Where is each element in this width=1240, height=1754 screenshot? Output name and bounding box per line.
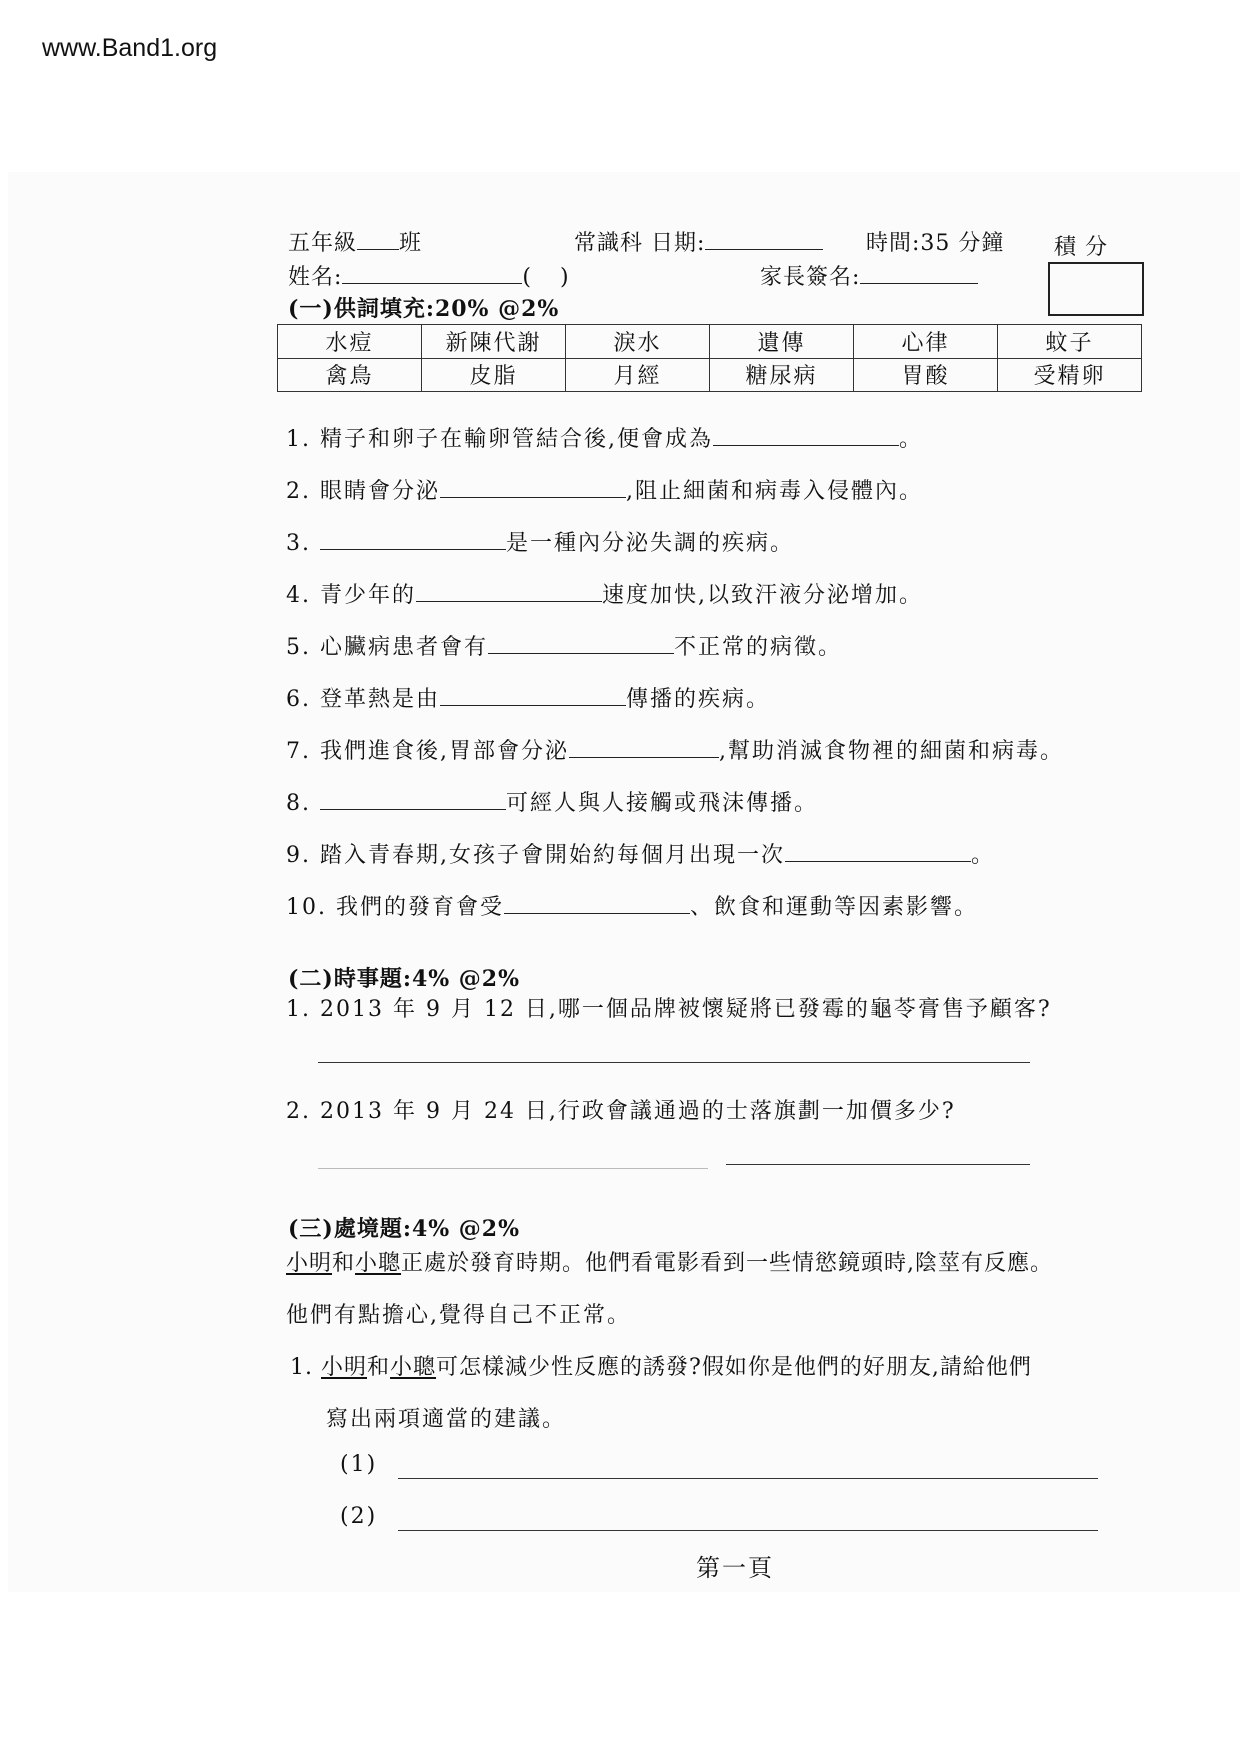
word-cell: 月經 [566, 358, 710, 392]
word-cell: 遺傳 [710, 325, 854, 359]
answer-label-2: (2) [340, 1504, 378, 1529]
paren-close: ) [560, 265, 570, 290]
question-number: 2. [286, 479, 311, 504]
answer-line-2[interactable] [398, 1530, 1098, 1531]
current-affairs-question-1: 1. 2013 年 9 月 12 日,哪一個品牌被懷疑將已發霉的龜苓膏售予顧客? [286, 997, 1052, 1022]
current-affairs-question-2: 2. 2013 年 9 月 24 日,行政會議通過的士落旗劃一加價多少? [286, 1099, 956, 1124]
conjunction: 和 [367, 1355, 391, 1380]
class-blank [357, 231, 399, 250]
question-text: 是一種內分泌失調的疾病。 [506, 531, 795, 556]
name-row [288, 260, 570, 291]
fill-question-9 [286, 838, 995, 869]
fill-question-5 [286, 630, 842, 661]
word-bank-row [278, 358, 1142, 392]
subject-date-label: 常識科 日期: [574, 231, 706, 256]
word-cell: 禽鳥 [278, 358, 422, 392]
answer-blank[interactable] [320, 791, 506, 810]
word-cell: 新陳代謝 [422, 325, 566, 359]
question-text: 、飲食和運動等因素影響。 [690, 895, 979, 920]
fill-question-1 [286, 422, 923, 453]
name-xiaocong: 小聰 [355, 1251, 402, 1276]
parent-sign-blank [860, 265, 978, 284]
site-url[interactable]: www.Band1.org [42, 34, 218, 62]
answer-blank[interactable] [416, 583, 602, 602]
question-text: 。 [971, 843, 996, 868]
answer-label-1: (1) [340, 1452, 378, 1477]
fill-question-2 [286, 474, 923, 505]
scenario-question-1-line-2: 寫出兩項適當的建議。 [326, 1407, 567, 1432]
question-number: 5. [286, 635, 311, 660]
fill-question-8 [286, 786, 818, 817]
question-number: 7. [286, 739, 311, 764]
question-text: 登革熱是由 [320, 687, 441, 712]
fill-question-10 [286, 890, 978, 921]
question-text: 我們進食後,胃部會分泌 [320, 739, 569, 764]
question-text: 。 [899, 427, 924, 452]
answer-blank[interactable] [320, 531, 506, 550]
name-blank [342, 265, 522, 284]
question-number: 8. [286, 791, 311, 816]
question-text: 我們的發育會受 [336, 895, 505, 920]
grade-label: 五年級 [288, 231, 358, 256]
score-label: 積 分 [1054, 235, 1108, 260]
question-number: 1. [286, 427, 311, 452]
score-box [1048, 262, 1144, 316]
question-text: 踏入青春期,女孩子會開始約每個月出現一次 [320, 843, 785, 868]
answer-blank[interactable] [440, 479, 626, 498]
answer-blank[interactable] [440, 687, 626, 706]
scenario-line-2: 他們有點擔心,覺得自己不正常。 [286, 1303, 631, 1328]
conjunction: 和 [332, 1251, 356, 1276]
name-xiaocong: 小聰 [390, 1355, 437, 1380]
question-text: 眼睛會分泌 [320, 479, 441, 504]
answer-line-1[interactable] [398, 1478, 1098, 1479]
grade-class [288, 226, 422, 257]
class-suffix: 班 [399, 231, 423, 256]
answer-blank[interactable] [569, 739, 719, 758]
question-text: 可經人與人接觸或飛沫傳播。 [506, 791, 819, 816]
answer-blank[interactable] [488, 635, 674, 654]
answer-blank[interactable] [504, 895, 690, 914]
answer-line[interactable] [726, 1164, 1030, 1165]
question-text: 青少年的 [320, 583, 417, 608]
fill-question-4 [286, 578, 923, 609]
section3-title: (三)處境題:4% @2% [288, 1216, 521, 1242]
question-text: 可怎樣減少性反應的誘發?假如你是他們的好朋友,請給他們 [436, 1355, 1032, 1380]
subject-date [574, 226, 823, 257]
fill-question-7 [286, 734, 1064, 765]
question-text: ,幫助消滅食物裡的細菌和病毒。 [719, 739, 1064, 764]
question-number: 3. [286, 531, 311, 556]
name-label: 姓名: [288, 265, 343, 290]
question-number: 4. [286, 583, 311, 608]
parent-sign-label: 家長簽名: [760, 265, 861, 290]
word-cell: 淚水 [566, 325, 710, 359]
page-number: 第一頁 [696, 1554, 774, 1582]
question-text: 傳播的疾病。 [626, 687, 771, 712]
question-text: 精子和卵子在輸卵管結合後,便會成為 [320, 427, 713, 452]
word-cell: 皮脂 [422, 358, 566, 392]
word-cell: 水痘 [278, 325, 422, 359]
parent-sign [760, 260, 978, 291]
word-cell: 糖尿病 [710, 358, 854, 392]
fill-question-3 [286, 526, 794, 557]
name-xiaoming: 小明 [321, 1355, 368, 1380]
word-cell: 心律 [854, 325, 998, 359]
answer-line-faint [318, 1168, 708, 1169]
question-text: 心臟病患者會有 [320, 635, 489, 660]
word-cell: 受精卵 [998, 358, 1142, 392]
paren-open: ( [522, 265, 533, 290]
word-cell: 胃酸 [854, 358, 998, 392]
scenario-text: 正處於發育時期。他們看電影看到一些情慾鏡頭時,陰莖有反應。 [401, 1251, 1054, 1276]
scenario-question-1 [290, 1350, 1032, 1381]
word-bank [277, 324, 1142, 392]
answer-blank[interactable] [785, 843, 971, 862]
answer-blank[interactable] [713, 427, 899, 446]
question-text: 不正常的病徵。 [674, 635, 843, 660]
question-number: 6. [286, 687, 311, 712]
section2-title: (二)時事題:4% @2% [288, 966, 521, 992]
fill-question-6 [286, 682, 770, 713]
section1-title: (一)供詞填充:20% @2% [288, 296, 560, 322]
word-cell: 蚊子 [998, 325, 1142, 359]
question-number: 10. [286, 895, 327, 920]
answer-line[interactable] [318, 1062, 1030, 1063]
word-bank-row [278, 325, 1142, 359]
question-number: 1. [290, 1355, 313, 1380]
question-number: 9. [286, 843, 311, 868]
date-blank [705, 231, 823, 250]
time-label: 時間:35 分鐘 [866, 231, 1005, 256]
scenario-line-1 [286, 1246, 1053, 1277]
question-text: ,阻止細菌和病毒入侵體內。 [626, 479, 924, 504]
name-xiaoming: 小明 [286, 1251, 333, 1276]
question-text: 速度加快,以致汗液分泌增加。 [602, 583, 924, 608]
